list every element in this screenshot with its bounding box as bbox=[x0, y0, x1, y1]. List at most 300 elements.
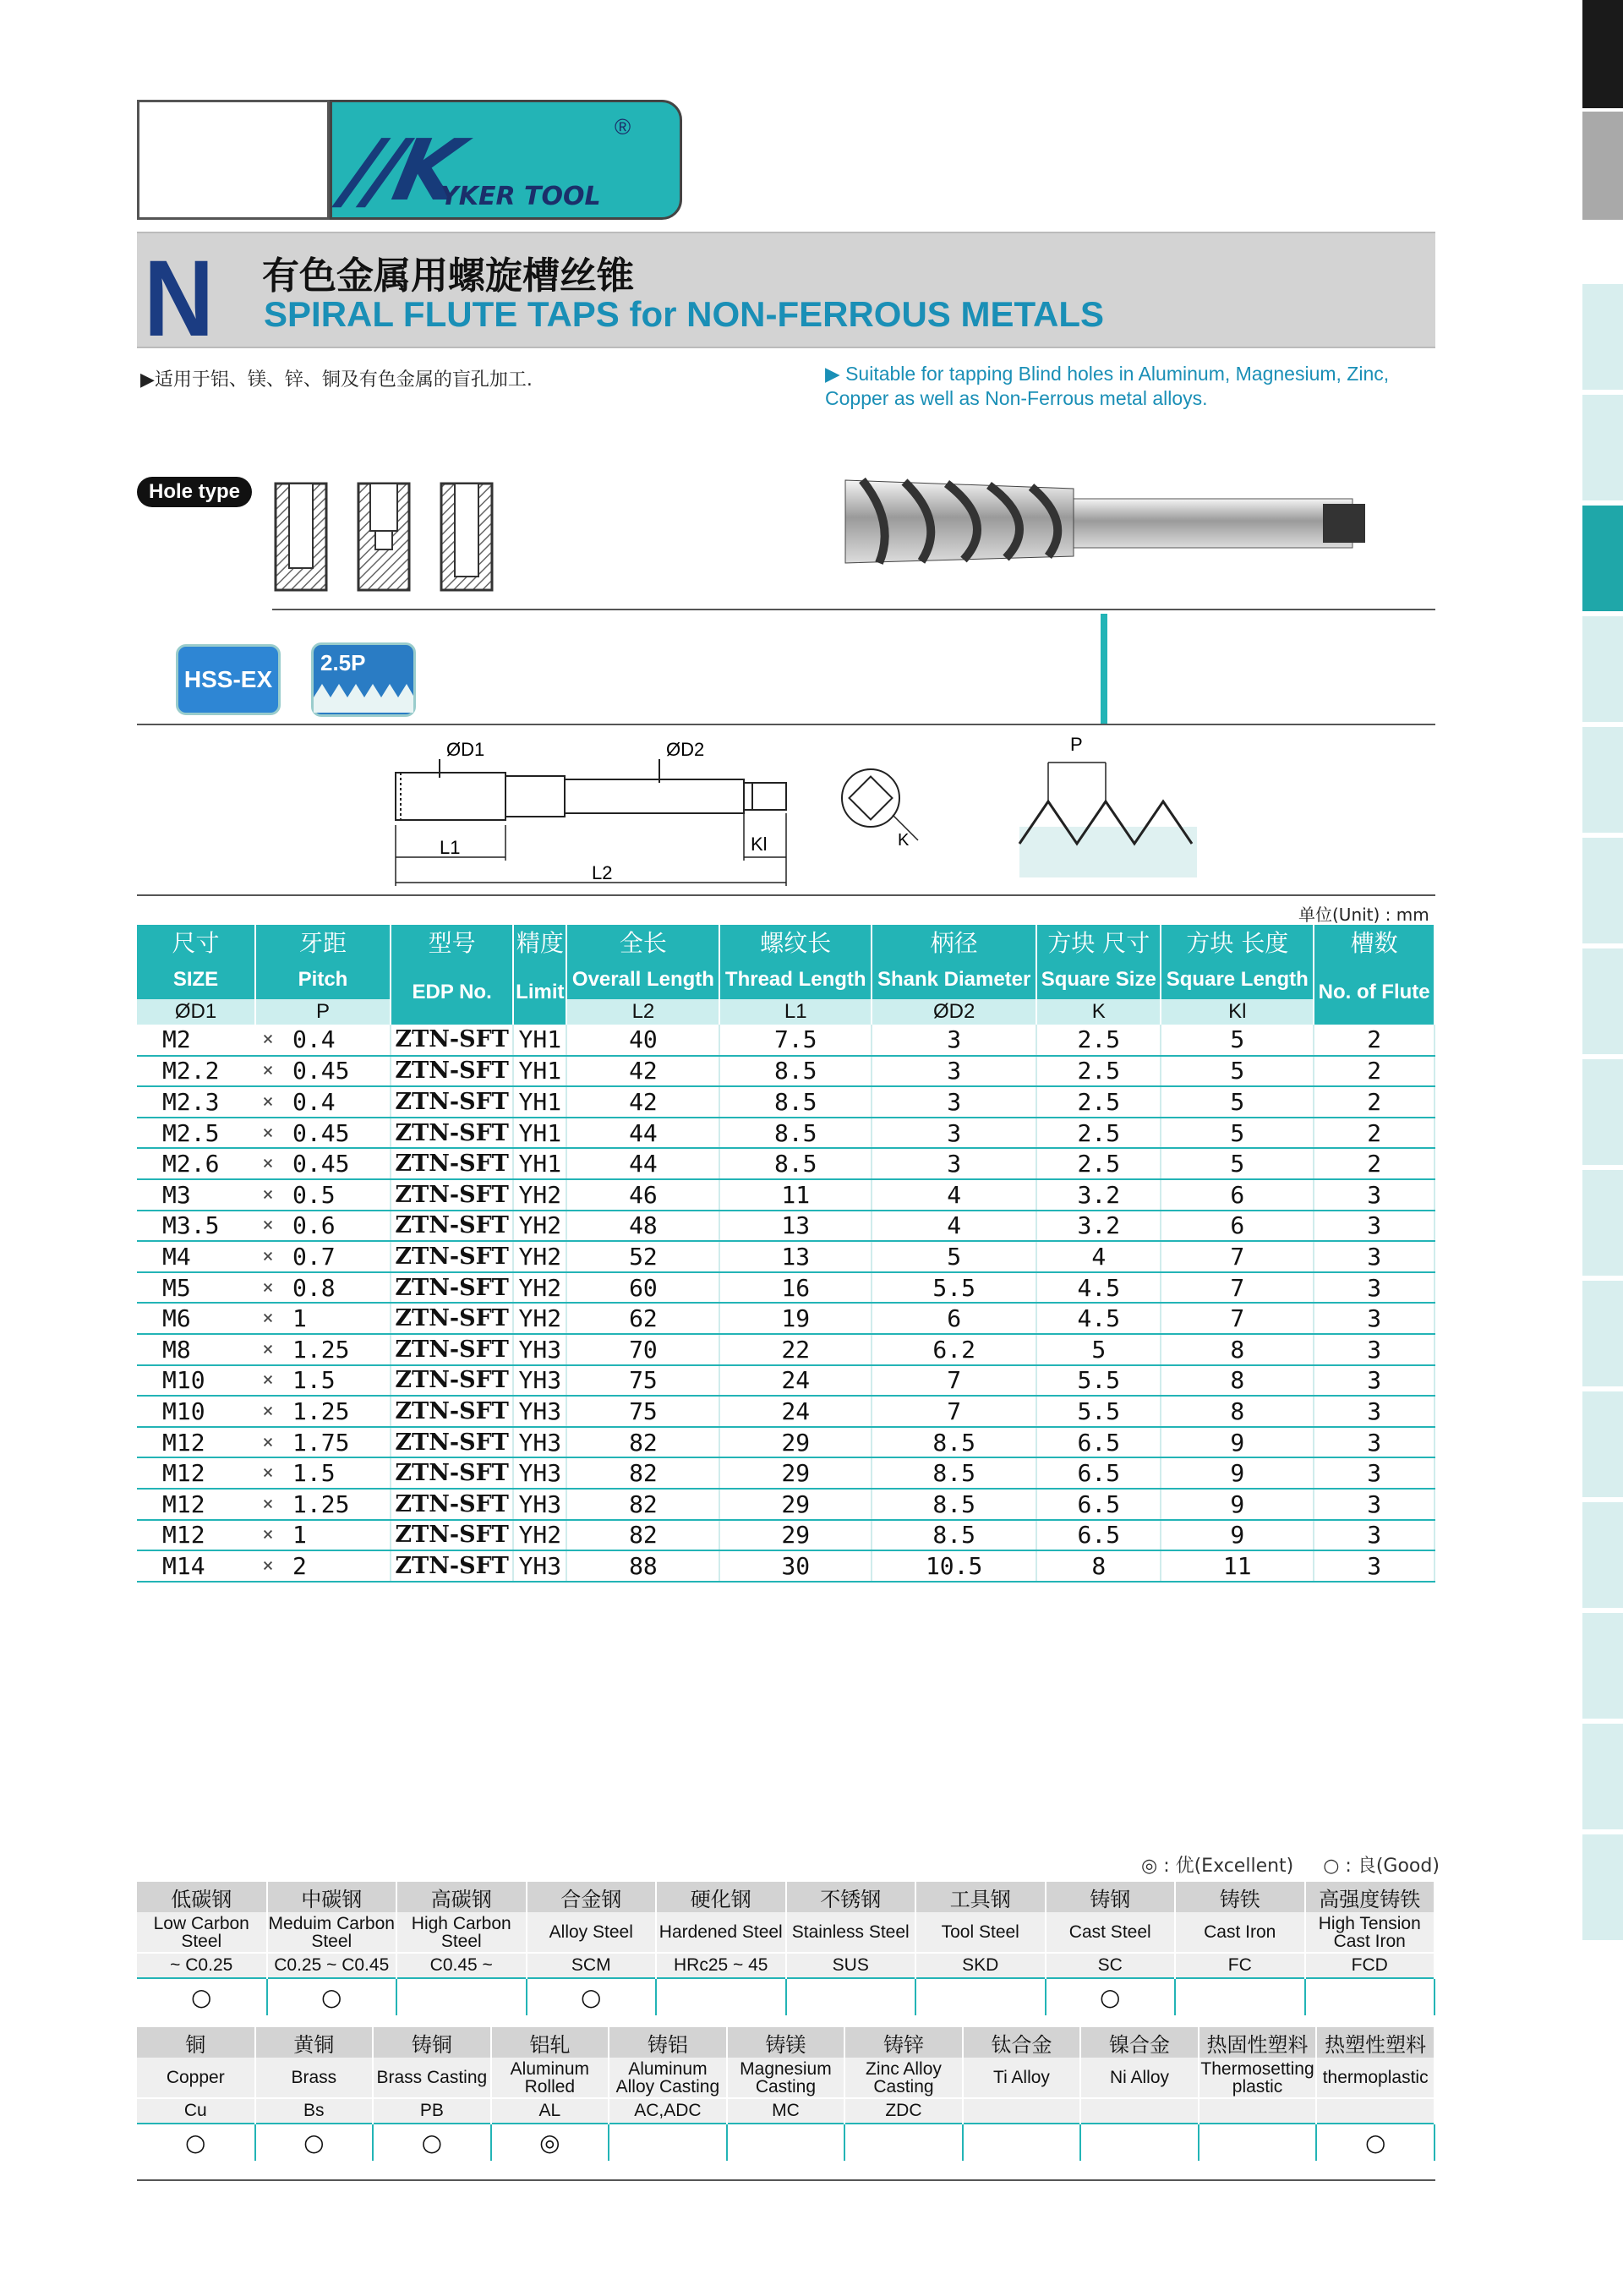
tap-outline bbox=[396, 773, 786, 820]
cell-edp: ZTN-SFT bbox=[391, 1334, 513, 1365]
material-en: Brass Casting bbox=[373, 2058, 491, 2098]
material-mark: ◎ bbox=[491, 2124, 609, 2161]
header-sym-l1: L1 bbox=[719, 999, 872, 1025]
cell-d2: 7 bbox=[872, 1396, 1036, 1427]
cell-l1: 29 bbox=[719, 1427, 872, 1458]
d1-label: ØD1 bbox=[446, 739, 485, 760]
material-en: Aluminum Rolled bbox=[491, 2058, 609, 2098]
cell-edp: ZTN-SFT bbox=[391, 1427, 513, 1458]
material-mark: ○ bbox=[373, 2124, 491, 2161]
cell-d2: 4 bbox=[872, 1179, 1036, 1211]
cell-limit: YH3 bbox=[513, 1365, 566, 1397]
cell-pitch: 1.25 bbox=[281, 1396, 391, 1427]
cell-limit: YH2 bbox=[513, 1179, 566, 1211]
cell-edp: ZTN-SFT bbox=[391, 1118, 513, 1149]
side-tab bbox=[1582, 1613, 1623, 1721]
cell-k: 3.2 bbox=[1036, 1211, 1161, 1242]
times-sign: × bbox=[255, 1272, 281, 1304]
material-en: Copper bbox=[137, 2058, 255, 2098]
cell-kl: 9 bbox=[1161, 1457, 1314, 1489]
cell-kl: 6 bbox=[1161, 1179, 1314, 1211]
material-mark bbox=[1199, 2124, 1317, 2161]
cell-edp: ZTN-SFT bbox=[391, 1211, 513, 1242]
cell-pitch: 0.5 bbox=[281, 1179, 391, 1211]
material-cn: 铜 bbox=[137, 2027, 255, 2058]
cell-l2: 82 bbox=[566, 1427, 719, 1458]
side-tab bbox=[1582, 1059, 1623, 1167]
table-row bbox=[137, 1427, 1434, 1458]
material-code: MC bbox=[727, 2098, 845, 2124]
header-en-pitch: Pitch bbox=[255, 959, 391, 999]
table-row bbox=[137, 1241, 1434, 1272]
cell-flute: 2 bbox=[1314, 1025, 1434, 1056]
material-row-cn bbox=[137, 2027, 1434, 2058]
cell-size: M12 bbox=[137, 1457, 255, 1489]
l1-label: L1 bbox=[440, 837, 461, 858]
material-code: C0.25 ~ C0.45 bbox=[267, 1953, 397, 1978]
divider bbox=[272, 609, 1435, 610]
header-cn-d2: 柄径 bbox=[872, 925, 1036, 959]
material-en: High Tension Cast Iron bbox=[1305, 1912, 1435, 1953]
cell-pitch: 0.45 bbox=[281, 1118, 391, 1149]
cell-limit: YH1 bbox=[513, 1148, 566, 1179]
cell-limit: YH3 bbox=[513, 1550, 566, 1582]
cell-flute: 3 bbox=[1314, 1241, 1434, 1272]
cell-l1: 8.5 bbox=[719, 1056, 872, 1087]
cell-edp: ZTN-SFT bbox=[391, 1303, 513, 1334]
cell-limit: YH3 bbox=[513, 1396, 566, 1427]
cell-l2: 46 bbox=[566, 1179, 719, 1211]
cell-flute: 3 bbox=[1314, 1489, 1434, 1520]
material-en: Tool Steel bbox=[915, 1912, 1046, 1953]
cell-k: 3.2 bbox=[1036, 1179, 1161, 1211]
cell-pitch: 1.5 bbox=[281, 1365, 391, 1397]
material-table-1 bbox=[137, 1882, 1435, 2015]
material-mark bbox=[915, 1978, 1046, 2015]
cell-size: M10 bbox=[137, 1396, 255, 1427]
header-cn-k: 方块 尺寸 bbox=[1036, 925, 1161, 959]
side-tab bbox=[1582, 948, 1623, 1057]
cell-flute: 2 bbox=[1314, 1056, 1434, 1087]
table-row bbox=[137, 1086, 1434, 1118]
header-en-d2: Shank Diameter bbox=[872, 959, 1036, 999]
cell-size: M6 bbox=[137, 1303, 255, 1334]
material-cn: 黄铜 bbox=[255, 2027, 374, 2058]
divider bbox=[137, 2179, 1435, 2181]
material-cn: 铸钢 bbox=[1046, 1882, 1176, 1912]
pitch-badge bbox=[311, 642, 416, 717]
cell-kl: 6 bbox=[1161, 1211, 1314, 1242]
material-cn: 硬化钢 bbox=[656, 1882, 786, 1912]
header-cn-size: 尺寸 bbox=[137, 925, 255, 959]
material-cn: 钛合金 bbox=[963, 2027, 1081, 2058]
times-sign: × bbox=[255, 1427, 281, 1458]
material-mark bbox=[844, 2124, 963, 2161]
cell-d2: 5 bbox=[872, 1241, 1036, 1272]
side-tab bbox=[1582, 727, 1623, 835]
material-code bbox=[1080, 2098, 1199, 2124]
material-code bbox=[1316, 2098, 1434, 2124]
cell-l1: 29 bbox=[719, 1457, 872, 1489]
material-code: SKD bbox=[915, 1953, 1046, 1978]
material-code: C0.45 ~ bbox=[396, 1953, 527, 1978]
divider bbox=[137, 724, 1435, 725]
cell-size: M3 bbox=[137, 1179, 255, 1211]
stepped-hole-icon bbox=[358, 484, 409, 590]
cell-limit: YH3 bbox=[513, 1457, 566, 1489]
material-mark: ○ bbox=[137, 2124, 255, 2161]
material-mark: ○ bbox=[1316, 2124, 1434, 2161]
cell-k: 2.5 bbox=[1036, 1086, 1161, 1118]
cell-l2: 70 bbox=[566, 1334, 719, 1365]
cell-size: M2.3 bbox=[137, 1086, 255, 1118]
material-cn: 不锈钢 bbox=[786, 1882, 916, 1912]
cell-edp: ZTN-SFT bbox=[391, 1489, 513, 1520]
header-cn-limit: 精度 bbox=[513, 925, 566, 959]
cell-kl: 5 bbox=[1161, 1086, 1314, 1118]
material-en: Hardened Steel bbox=[656, 1912, 786, 1953]
cell-d2: 8.5 bbox=[872, 1427, 1036, 1458]
cell-l2: 44 bbox=[566, 1148, 719, 1179]
cell-flute: 3 bbox=[1314, 1272, 1434, 1304]
material-code: AC,ADC bbox=[609, 2098, 727, 2124]
logo-mark-icon: //K bbox=[336, 121, 465, 220]
material-mark bbox=[656, 1978, 786, 2015]
cell-d2: 3 bbox=[872, 1118, 1036, 1149]
cell-flute: 3 bbox=[1314, 1550, 1434, 1582]
kl-label: Kl bbox=[751, 834, 768, 855]
cell-l1: 19 bbox=[719, 1303, 872, 1334]
cell-l1: 11 bbox=[719, 1179, 872, 1211]
times-sign: × bbox=[255, 1025, 281, 1056]
cell-size: M8 bbox=[137, 1334, 255, 1365]
cell-k: 2.5 bbox=[1036, 1148, 1161, 1179]
material-cn: 热塑性塑料 bbox=[1316, 2027, 1434, 2058]
times-sign: × bbox=[255, 1179, 281, 1211]
cell-kl: 9 bbox=[1161, 1520, 1314, 1551]
times-sign: × bbox=[255, 1056, 281, 1087]
material-code: Bs bbox=[255, 2098, 374, 2124]
material-mark bbox=[609, 2124, 727, 2161]
table-row bbox=[137, 1272, 1434, 1304]
cell-pitch: 2 bbox=[281, 1550, 391, 1582]
header-en-flute: No. of Flute bbox=[1314, 959, 1434, 1025]
cell-size: M4 bbox=[137, 1241, 255, 1272]
title-chinese: 有色金属用螺旋槽丝锥 bbox=[262, 254, 634, 298]
header-en-l1: Thread Length bbox=[719, 959, 872, 999]
square-section-icon bbox=[842, 769, 918, 850]
cell-flute: 3 bbox=[1314, 1334, 1434, 1365]
cell-limit: YH2 bbox=[513, 1211, 566, 1242]
cell-l1: 8.5 bbox=[719, 1086, 872, 1118]
side-tab bbox=[1582, 838, 1623, 946]
material-cn: 铸铜 bbox=[373, 2027, 491, 2058]
material-en: Magnesium Casting bbox=[727, 2058, 845, 2098]
material-cn: 中碳钢 bbox=[267, 1882, 397, 1912]
material-en: Alloy Steel bbox=[527, 1912, 657, 1953]
cell-pitch: 1 bbox=[281, 1520, 391, 1551]
table-row bbox=[137, 1179, 1434, 1211]
cell-d2: 3 bbox=[872, 1148, 1036, 1179]
material-code: PB bbox=[373, 2098, 491, 2124]
cell-size: M12 bbox=[137, 1520, 255, 1551]
side-tab bbox=[1582, 1834, 1623, 1943]
note-chinese: ▶适用于铝、镁、锌、铜及有色金属的盲孔加工. bbox=[140, 369, 533, 391]
side-tab-active bbox=[1582, 506, 1623, 614]
spiral-tap-image bbox=[837, 472, 1378, 573]
cell-k: 6.5 bbox=[1036, 1457, 1161, 1489]
material-cn: 工具钢 bbox=[915, 1882, 1046, 1912]
teal-marker bbox=[1101, 614, 1107, 724]
section-letter: N bbox=[144, 238, 215, 359]
material-row-code bbox=[137, 2098, 1434, 2124]
header-cn-flute: 槽数 bbox=[1314, 925, 1434, 959]
table-row bbox=[137, 1520, 1434, 1551]
cell-l2: 75 bbox=[566, 1396, 719, 1427]
table-row bbox=[137, 1334, 1434, 1365]
cell-l2: 48 bbox=[566, 1211, 719, 1242]
cell-edp: ZTN-SFT bbox=[391, 1365, 513, 1397]
cell-kl: 9 bbox=[1161, 1427, 1314, 1458]
spec-table bbox=[137, 925, 1435, 1583]
material-en: thermoplastic bbox=[1316, 2058, 1434, 2098]
cell-edp: ZTN-SFT bbox=[391, 1086, 513, 1118]
table-row bbox=[137, 1056, 1434, 1087]
cell-flute: 3 bbox=[1314, 1179, 1434, 1211]
material-cn: 高碳钢 bbox=[396, 1882, 527, 1912]
header-sym-p: P bbox=[255, 999, 391, 1025]
divider bbox=[137, 894, 1435, 896]
material-row-mark bbox=[137, 2124, 1434, 2161]
cell-pitch: 1 bbox=[281, 1303, 391, 1334]
cell-edp: ZTN-SFT bbox=[391, 1396, 513, 1427]
side-tab bbox=[1582, 616, 1623, 724]
cell-k: 6.5 bbox=[1036, 1520, 1161, 1551]
cell-kl: 7 bbox=[1161, 1241, 1314, 1272]
material-en: Brass bbox=[255, 2058, 374, 2098]
cell-l2: 62 bbox=[566, 1303, 719, 1334]
cell-l2: 42 bbox=[566, 1086, 719, 1118]
cell-kl: 7 bbox=[1161, 1303, 1314, 1334]
thread-teeth-icon bbox=[314, 679, 413, 713]
cell-pitch: 0.7 bbox=[281, 1241, 391, 1272]
material-mark: ○ bbox=[137, 1978, 267, 2015]
material-en: Meduim Carbon Steel bbox=[267, 1912, 397, 1953]
cell-flute: 3 bbox=[1314, 1396, 1434, 1427]
cell-flute: 3 bbox=[1314, 1457, 1434, 1489]
cell-edp: ZTN-SFT bbox=[391, 1148, 513, 1179]
material-cn: 合金钢 bbox=[527, 1882, 657, 1912]
cell-l2: 60 bbox=[566, 1272, 719, 1304]
cell-size: M2.2 bbox=[137, 1056, 255, 1087]
cell-l1: 7.5 bbox=[719, 1025, 872, 1056]
cell-pitch: 1.25 bbox=[281, 1334, 391, 1365]
cell-kl: 7 bbox=[1161, 1272, 1314, 1304]
cell-d2: 3 bbox=[872, 1025, 1036, 1056]
blind-hole-icon bbox=[276, 484, 326, 590]
side-tab bbox=[1582, 1170, 1623, 1278]
material-cn: 铸镁 bbox=[727, 2027, 845, 2058]
cell-l2: 40 bbox=[566, 1025, 719, 1056]
cell-l2: 82 bbox=[566, 1520, 719, 1551]
header-sym-d2: ØD2 bbox=[872, 999, 1036, 1025]
material-mark: ○ bbox=[1046, 1978, 1176, 2015]
cell-flute: 2 bbox=[1314, 1148, 1434, 1179]
header-cn-l2: 全长 bbox=[566, 925, 719, 959]
cell-limit: YH1 bbox=[513, 1086, 566, 1118]
cell-pitch: 0.45 bbox=[281, 1148, 391, 1179]
material-row-en bbox=[137, 2058, 1434, 2098]
material-cn: 铸铁 bbox=[1175, 1882, 1305, 1912]
k-label: K bbox=[898, 831, 910, 850]
cell-flute: 3 bbox=[1314, 1427, 1434, 1458]
material-code bbox=[963, 2098, 1081, 2124]
cell-kl: 11 bbox=[1161, 1550, 1314, 1582]
times-sign: × bbox=[255, 1211, 281, 1242]
cell-kl: 5 bbox=[1161, 1056, 1314, 1087]
cell-l1: 24 bbox=[719, 1365, 872, 1397]
material-code: SCM bbox=[527, 1953, 657, 1978]
material-code: AL bbox=[491, 2098, 609, 2124]
cell-d2: 8.5 bbox=[872, 1489, 1036, 1520]
tap-dimension-diagram bbox=[380, 734, 1226, 894]
cell-l1: 13 bbox=[719, 1241, 872, 1272]
cell-d2: 8.5 bbox=[872, 1457, 1036, 1489]
cell-pitch: 0.45 bbox=[281, 1056, 391, 1087]
header-en-limit: Limit bbox=[513, 959, 566, 1025]
cell-edp: ZTN-SFT bbox=[391, 1179, 513, 1211]
cell-l2: 42 bbox=[566, 1056, 719, 1087]
cell-d2: 7 bbox=[872, 1365, 1036, 1397]
material-en: Zinc Alloy Casting bbox=[844, 2058, 963, 2098]
table-row bbox=[137, 1118, 1434, 1149]
title-english: SPIRAL FLUTE TAPS for NON-FERROUS METALS bbox=[264, 294, 1104, 334]
material-row-cn bbox=[137, 1882, 1434, 1912]
note-english: ▶ Suitable for tapping Blind holes in Aluminum, Magnesium, Zinc, Copper as well as Non-Ferrous metal alloys. bbox=[825, 363, 1390, 409]
title-banner bbox=[137, 232, 1435, 359]
cell-l1: 8.5 bbox=[719, 1118, 872, 1149]
times-sign: × bbox=[255, 1148, 281, 1179]
hole-type-label: Hole type bbox=[137, 477, 252, 507]
cell-pitch: 0.6 bbox=[281, 1211, 391, 1242]
cell-limit: YH3 bbox=[513, 1334, 566, 1365]
cell-l1: 22 bbox=[719, 1334, 872, 1365]
cell-flute: 2 bbox=[1314, 1118, 1434, 1149]
header-en-l2: Overall Length bbox=[566, 959, 719, 999]
material-mark bbox=[1305, 1978, 1435, 2015]
cell-k: 8 bbox=[1036, 1550, 1161, 1582]
cell-kl: 9 bbox=[1161, 1489, 1314, 1520]
table-row bbox=[137, 1211, 1434, 1242]
material-row-en bbox=[137, 1912, 1434, 1953]
side-tab bbox=[1582, 1502, 1623, 1610]
table-row bbox=[137, 1303, 1434, 1334]
material-code: Cu bbox=[137, 2098, 255, 2124]
registered-mark: ® bbox=[615, 114, 631, 139]
cell-size: M5 bbox=[137, 1272, 255, 1304]
cell-d2: 4 bbox=[872, 1211, 1036, 1242]
material-mark bbox=[396, 1978, 527, 2015]
material-table-2 bbox=[137, 2027, 1435, 2161]
cell-limit: YH2 bbox=[513, 1272, 566, 1304]
cell-kl: 8 bbox=[1161, 1365, 1314, 1397]
cell-l1: 29 bbox=[719, 1520, 872, 1551]
material-cn: 铸铝 bbox=[609, 2027, 727, 2058]
times-sign: × bbox=[255, 1086, 281, 1118]
cell-k: 2.5 bbox=[1036, 1118, 1161, 1149]
cell-limit: YH3 bbox=[513, 1489, 566, 1520]
material-code: SUS bbox=[786, 1953, 916, 1978]
cell-l1: 13 bbox=[719, 1211, 872, 1242]
header-sym-kl: Kl bbox=[1161, 999, 1314, 1025]
material-mark bbox=[1080, 2124, 1199, 2161]
cell-size: M10 bbox=[137, 1365, 255, 1397]
pitch-badge-label: 2.5P bbox=[320, 650, 366, 675]
cell-edp: ZTN-SFT bbox=[391, 1056, 513, 1087]
cell-edp: ZTN-SFT bbox=[391, 1520, 513, 1551]
cell-flute: 3 bbox=[1314, 1303, 1434, 1334]
cell-l2: 82 bbox=[566, 1457, 719, 1489]
material-mark bbox=[963, 2124, 1081, 2161]
material-en: Cast Iron bbox=[1175, 1912, 1305, 1953]
material-cn: 热固性塑料 bbox=[1199, 2027, 1317, 2058]
times-sign: × bbox=[255, 1457, 281, 1489]
cell-limit: YH2 bbox=[513, 1241, 566, 1272]
table-row bbox=[137, 1550, 1434, 1582]
cell-k: 2.5 bbox=[1036, 1025, 1161, 1056]
hole-type-icons bbox=[274, 482, 553, 596]
material-cn: 铸锌 bbox=[844, 2027, 963, 2058]
material-en: Ni Alloy bbox=[1080, 2058, 1199, 2098]
header-cn-kl: 方块 长度 bbox=[1161, 925, 1314, 959]
cell-k: 5 bbox=[1036, 1334, 1161, 1365]
cell-kl: 5 bbox=[1161, 1025, 1314, 1056]
cell-pitch: 1.5 bbox=[281, 1457, 391, 1489]
side-tab bbox=[1582, 1391, 1623, 1500]
material-row-mark bbox=[137, 1978, 1434, 2015]
hss-ex-badge: HSS-EX bbox=[176, 644, 281, 715]
material-mark bbox=[786, 1978, 916, 2015]
cell-edp: ZTN-SFT bbox=[391, 1550, 513, 1582]
logo-blank-panel bbox=[137, 100, 330, 220]
cell-pitch: 1.75 bbox=[281, 1427, 391, 1458]
material-code: FC bbox=[1175, 1953, 1305, 1978]
brand-name: YKER TOOL bbox=[440, 182, 601, 211]
cell-limit: YH2 bbox=[513, 1303, 566, 1334]
material-en: Thermosetting plastic bbox=[1199, 2058, 1317, 2098]
side-tab bbox=[1582, 1724, 1623, 1832]
unit-label: 单位(Unit) : mm bbox=[1298, 905, 1429, 925]
legend-excellent: ◎ : 优(Excellent) bbox=[1141, 1856, 1294, 1877]
material-code: HRc25 ~ 45 bbox=[656, 1953, 786, 1978]
cell-k: 4 bbox=[1036, 1241, 1161, 1272]
cell-limit: YH1 bbox=[513, 1056, 566, 1087]
header-sym-d1: ØD1 bbox=[137, 999, 255, 1025]
cell-d2: 8.5 bbox=[872, 1520, 1036, 1551]
cell-l1: 8.5 bbox=[719, 1148, 872, 1179]
cell-d2: 6.2 bbox=[872, 1334, 1036, 1365]
cell-l1: 16 bbox=[719, 1272, 872, 1304]
cell-limit: YH2 bbox=[513, 1520, 566, 1551]
header-en-size: SIZE bbox=[137, 959, 255, 999]
table-row bbox=[137, 1025, 1434, 1056]
cell-k: 5.5 bbox=[1036, 1396, 1161, 1427]
cell-d2: 6 bbox=[872, 1303, 1036, 1334]
material-cn: 镍合金 bbox=[1080, 2027, 1199, 2058]
cell-l1: 24 bbox=[719, 1396, 872, 1427]
cell-d2: 3 bbox=[872, 1056, 1036, 1087]
material-code: ~ C0.25 bbox=[137, 1953, 267, 1978]
